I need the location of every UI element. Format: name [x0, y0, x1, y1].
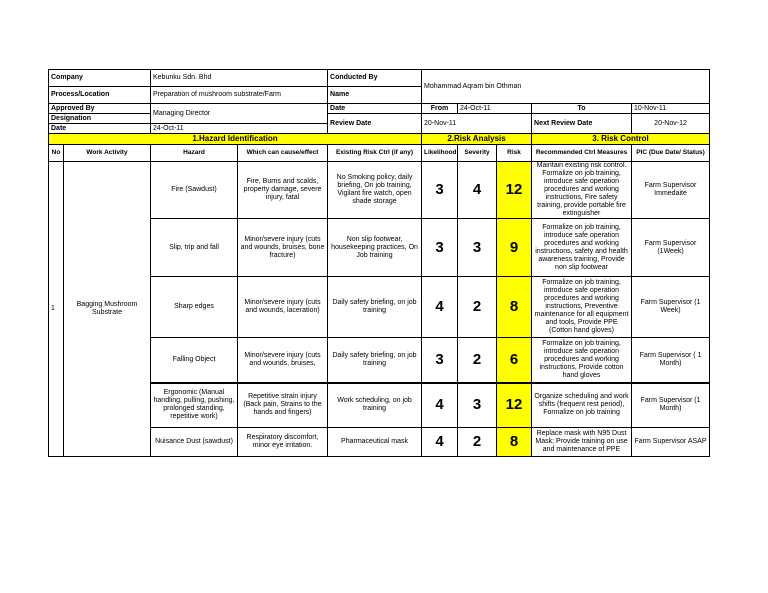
- section-risk-control: 3. Risk Control: [532, 134, 710, 145]
- likelihood-cell: 3: [422, 162, 458, 219]
- review-date-label: Review Date: [328, 114, 422, 134]
- existing-ctrl-cell: Non slip footwear, housekeeping practices, On Job training: [328, 219, 422, 277]
- recommended-cell: Formalize on job training, introduce safe operation procedures and working instructions, Preventive maintenance for all equipment and tools, Provide PPE (Cotton hand gloves): [532, 277, 632, 338]
- existing-ctrl-cell: Daily safety briefing, on job training: [328, 338, 422, 383]
- next-review-value: 20-Nov-12: [632, 114, 710, 134]
- company-value: Kebunku Sdn. Bhd: [151, 70, 328, 87]
- hazard-cell: Falling Object: [151, 338, 238, 383]
- col-severity: Severity: [458, 145, 497, 162]
- severity-cell: 2: [458, 338, 497, 383]
- cause-cell: Minor/severe injury (cuts and wounds, bruises,: [238, 338, 328, 383]
- existing-ctrl-cell: Daily safety briefing, on job training: [328, 277, 422, 338]
- cause-cell: Respiratory discomfort, minor eye irritation.: [238, 428, 328, 457]
- col-no: No: [49, 145, 64, 162]
- likelihood-cell: 4: [422, 428, 458, 457]
- risk-cell: 8: [497, 277, 532, 338]
- date2-label: Date: [49, 124, 151, 134]
- risk-cell: 8: [497, 428, 532, 457]
- severity-cell: 4: [458, 162, 497, 219]
- conducted-by-label: Conducted By: [328, 70, 422, 87]
- cause-cell: Repetitive strain injury (Back pain, Strains to the hands and fingers): [238, 383, 328, 428]
- col-work-activity: Work Activity: [64, 145, 151, 162]
- hazard-cell: Fire (Sawdust): [151, 162, 238, 219]
- likelihood-cell: 3: [422, 219, 458, 277]
- next-review-label: Next Review Date: [532, 114, 632, 134]
- severity-cell: 3: [458, 383, 497, 428]
- process-label: Process/Location: [49, 87, 151, 104]
- recommended-cell: Maintain existing risk control. Formalize on job training, introduce safe operation procedures and working instructions, Fire safety training, provide portable fire extinguisher: [532, 162, 632, 219]
- recommended-cell: Formalize on job training, introduce safe operation procedures and working instructions, Provide cotton hand gloves: [532, 338, 632, 383]
- recommended-cell: Organize scheduling and work shifts (frequent rest period), Formalize on job training: [532, 383, 632, 428]
- process-value: Preparation of mushroom substrate/Farm: [151, 87, 328, 104]
- pic-cell: Farm Supervisor Immedaite: [632, 162, 710, 219]
- date2-value: 24-Oct-11: [151, 124, 328, 134]
- severity-cell: 2: [458, 428, 497, 457]
- existing-ctrl-cell: No Smoking policy, daily briefing, On job training, Vigilant fire watch, open shade storage: [328, 162, 422, 219]
- designation-label: Designation: [49, 114, 151, 124]
- hazard-cell: Ergonomic (Manual handling, pulling, pushing, prolonged standing, repetitive work): [151, 383, 238, 428]
- likelihood-cell: 4: [422, 383, 458, 428]
- from-value: 24-Oct-11: [458, 104, 532, 114]
- hazard-cell: Nuisance Dust (sawdust): [151, 428, 238, 457]
- date-label: Date: [328, 104, 422, 114]
- cause-cell: Minor/severe injury (cuts and wounds, laceration): [238, 277, 328, 338]
- approved-by-value: Managing Director: [151, 104, 328, 124]
- col-pic: PIC (Due Date/ Status): [632, 145, 710, 162]
- risk-cell: 9: [497, 219, 532, 277]
- existing-ctrl-cell: Pharmaceutical mask: [328, 428, 422, 457]
- approved-by-label: Approved By: [49, 104, 151, 114]
- risk-cell: 12: [497, 162, 532, 219]
- pic-cell: Farm Supervisor (1 Month): [632, 383, 710, 428]
- severity-cell: 2: [458, 277, 497, 338]
- row-number: 1: [49, 162, 64, 457]
- risk-cell: 6: [497, 338, 532, 383]
- to-label: To: [532, 104, 632, 114]
- col-hazard: Hazard: [151, 145, 238, 162]
- likelihood-cell: 3: [422, 338, 458, 383]
- col-cause-effect: Which can cause/effect: [238, 145, 328, 162]
- pic-cell: Farm Supervisor ASAP: [632, 428, 710, 457]
- section-hazard-identification: 1.Hazard Identification: [49, 134, 422, 145]
- conducted-by-value: Mohammad Aqram bin Othman: [422, 70, 710, 104]
- work-activity: Bagging Mushroom Substrate: [64, 162, 151, 457]
- cause-cell: Fire, Burns and scalds, property damage, severe injury, fatal: [238, 162, 328, 219]
- likelihood-cell: 4: [422, 277, 458, 338]
- pic-cell: Farm Supervisor (1 Week): [632, 277, 710, 338]
- hazard-cell: Slip, trip and fall: [151, 219, 238, 277]
- to-value: 10-Nov-11: [632, 104, 710, 114]
- company-label: Company: [49, 70, 151, 87]
- table-row: [49, 162, 710, 219]
- col-likelihood: Likelihood: [422, 145, 458, 162]
- hazard-cell: Sharp edges: [151, 277, 238, 338]
- risk-cell: 12: [497, 383, 532, 428]
- col-risk: Risk: [497, 145, 532, 162]
- review-date-value: 20-Nov-11: [422, 114, 532, 134]
- cause-cell: Minor/severe injury (cuts and wounds, bruises, bone fracture): [238, 219, 328, 277]
- col-existing-ctrl: Existing Risk Ctrl (if any): [328, 145, 422, 162]
- col-recommended: Recommended Ctrl Measures: [532, 145, 632, 162]
- severity-cell: 3: [458, 219, 497, 277]
- name-label: Name: [328, 87, 422, 104]
- pic-cell: Farm Supervisor (1Week): [632, 219, 710, 277]
- existing-ctrl-cell: Work scheduling, on job training: [328, 383, 422, 428]
- recommended-cell: Formalize on job training, introduce safe operation procedures and working instructions, safety and health awareness training, Provide non slip footwear: [532, 219, 632, 277]
- hirarc-table: [48, 69, 710, 457]
- from-label: From: [422, 104, 458, 114]
- recommended-cell: Replace mask with N95 Dust Mask; Provide training on use and maintenance of PPE: [532, 428, 632, 457]
- pic-cell: Farm Supervisor ( 1 Month): [632, 338, 710, 383]
- section-risk-analysis: 2.Risk Analysis: [422, 134, 532, 145]
- hirarc-worksheet: [48, 69, 709, 457]
